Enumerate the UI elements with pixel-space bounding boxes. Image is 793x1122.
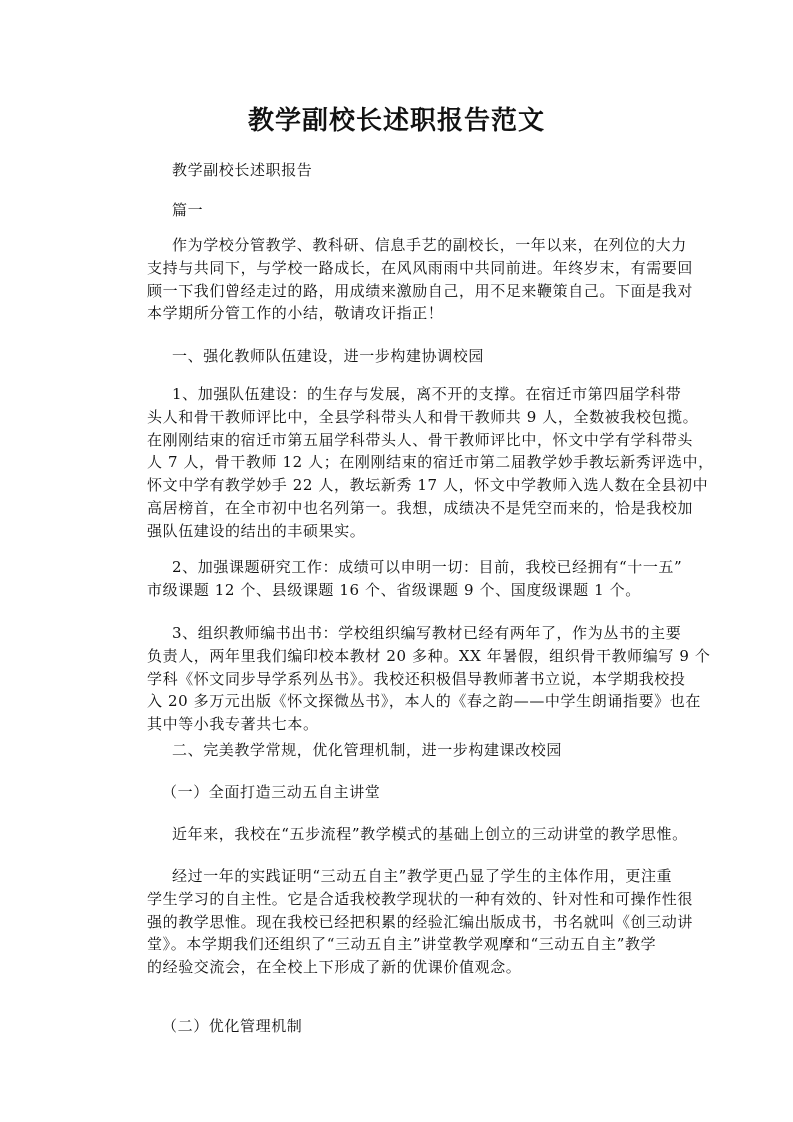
text-line: 近年来，我校在“五步流程”教学模式的基础上创立的三动讲堂的教学思惟。 — [172, 825, 688, 843]
intro-paragraph — [147, 234, 694, 325]
text-line: 强队伍建设的结出的丰硕果实。 — [147, 521, 366, 540]
paragraph-2 — [147, 556, 683, 602]
section-heading-1: 一、强化教师队伍建设，进一步构建协调校园 — [172, 347, 485, 365]
text-line: 入 20 多万元出版《怀文探微丛书》，本人的《春之韵——中学生朗诵指要》也在 — [147, 692, 701, 711]
text-line: 在刚刚结束的宿迁市第五届学科带头人、骨干教师评比中，怀文中学有学科带头 — [147, 430, 694, 449]
text-line: 2、加强课题研究工作：成绩可以申明一切：目前，我校已经拥有“十一五” — [172, 558, 683, 576]
text-line: 堂》。本学期我们还组织了“三动五自主”讲堂教学观摩和“三动五自主”教学 — [147, 935, 657, 954]
text-line: 学生学习的自主性。它是合适我校教学现状的一种有效的、针对性和可操作性很 — [147, 889, 694, 908]
section-heading-2: 二、完美教学常规，优化管理机制，进一步构建课改校园 — [172, 741, 563, 759]
paragraph-5 — [147, 865, 694, 979]
text-line: 负责人，两年里我们编印校本教材 20 多种。XX 年暑假，组织骨干教师编写 9 个 — [147, 646, 711, 665]
text-line: 经过一年的实践证明“三动五自主”教学更凸显了学生的主体作用，更注重 — [172, 867, 673, 885]
text-line: 支持与共同下，与学校一路成长，在风风雨雨中共同前进。年终岁末，有需要回 — [147, 258, 694, 277]
text-line: 高居榜首，在全市初中也名列第一。我想，成绩决不是凭空而来的，恰是我校加 — [147, 498, 694, 517]
subtitle: 教学副校长述职报告 — [172, 161, 313, 179]
part-label: 篇一 — [172, 201, 204, 219]
document-title: 教学副校长述职报告范文 — [247, 106, 545, 136]
subheading-2: （二）优化管理机制 — [162, 1017, 303, 1035]
text-line: 的经验交流会，在全校上下形成了新的优课价值观念。 — [147, 958, 522, 977]
text-line: 本学期所分管工作的小结，敬请攻讦指正！ — [147, 304, 444, 323]
text-line: 人 7 人，骨干教师 12 人；在刚刚结束的宿迁市第二届教学妙手教坛新秀评选中， — [147, 453, 714, 472]
paragraph-3 — [147, 622, 711, 736]
text-line: 强的教学思惟。现在我校已经把积累的经验汇编出版成书，书名就叫《创三动讲 — [147, 912, 694, 931]
text-line: 头人和骨干教师评比中，全县学科带头人和骨干教师共 9 人，全数被我校包揽。 — [147, 407, 699, 426]
text-line: 学科《怀文同步导学系列丛书》。我校还积极倡导教师著书立说，本学期我校投 — [147, 669, 686, 688]
text-line: 3、组织教师编书出书：学校组织编写教材已经有两年了，作为丛书的主要 — [172, 624, 682, 642]
text-line: 1、加强队伍建设：的生存与发展，离不开的支撑。在宿迁市第四届学科带 — [172, 385, 682, 403]
text-line: 作为学校分管教学、教科研、信息手艺的副校长，一年以来，在列位的大力 — [172, 236, 687, 254]
text-line: 其中等小我专著共七本。 — [147, 715, 319, 734]
text-line: 市级课题 12 个、县级课题 16 个、省级课题 9 个、国度级课题 1 个。 — [147, 580, 641, 599]
subheading-1: （一）全面打造三动五自主讲堂 — [162, 783, 381, 801]
paragraph-4 — [147, 823, 688, 846]
text-line: 怀文中学有教学妙手 22 人，教坛新秀 17 人，怀文中学教师入选人数在全县初中 — [147, 476, 709, 495]
text-line: 顾一下我们曾经走过的路，用成绩来激励自己，用不足来鞭策自己。下面是我对 — [147, 281, 694, 300]
paragraph-1 — [147, 383, 714, 543]
